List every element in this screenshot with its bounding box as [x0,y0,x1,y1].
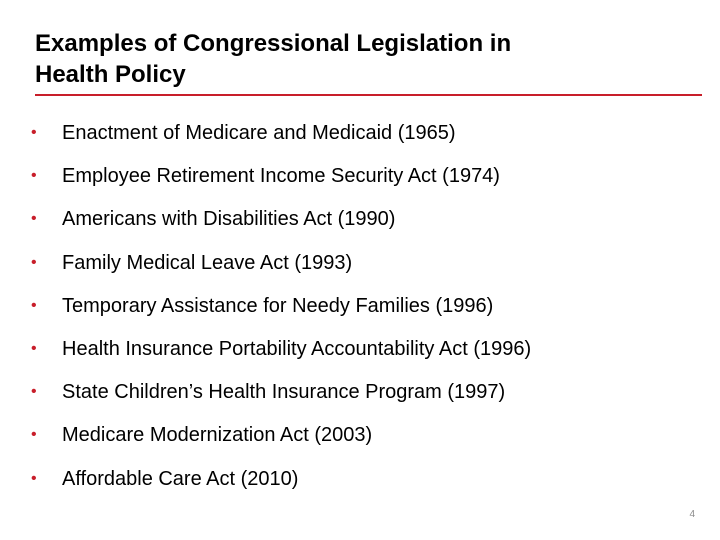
slide-title-line-2: Health Policy [35,61,186,88]
slide-title-line-1: Examples of Congressional Legislation in [35,30,512,57]
bullet-icon: • [31,124,37,141]
bullet-text: Enactment of Medicare and Medicaid (1965) [62,122,456,144]
title-divider [35,94,702,96]
bullet-icon: • [31,253,37,271]
bullet-text: Affordable Care Act (2010) [62,467,299,490]
bullet-text: Health Insurance Portability Accountability Act (1996) [62,337,532,360]
bullet-text: Family Medical Leave Act (1993) [62,251,353,274]
bullet-icon: • [31,469,37,487]
bullet-icon: • [31,383,37,401]
bullet-text: Employee Retirement Income Security Act (1974) [62,165,500,188]
bullet-text: Temporary Assistance for Needy Families (1996) [62,294,494,317]
bullet-text: Americans with Disabilities Act (1990) [62,208,396,231]
bullet-icon: • [31,296,37,314]
page-number: 4 [689,509,695,520]
bullet-icon: • [31,426,37,444]
bullet-text: Medicare Modernization Act (2003) [62,424,373,447]
bullet-icon: • [31,167,37,185]
bullet-icon: • [31,210,37,228]
slide-title [35,28,675,90]
bullet-icon: • [31,339,37,357]
bullet-text: State Children’s Health Insurance Program (1997) [62,381,506,404]
